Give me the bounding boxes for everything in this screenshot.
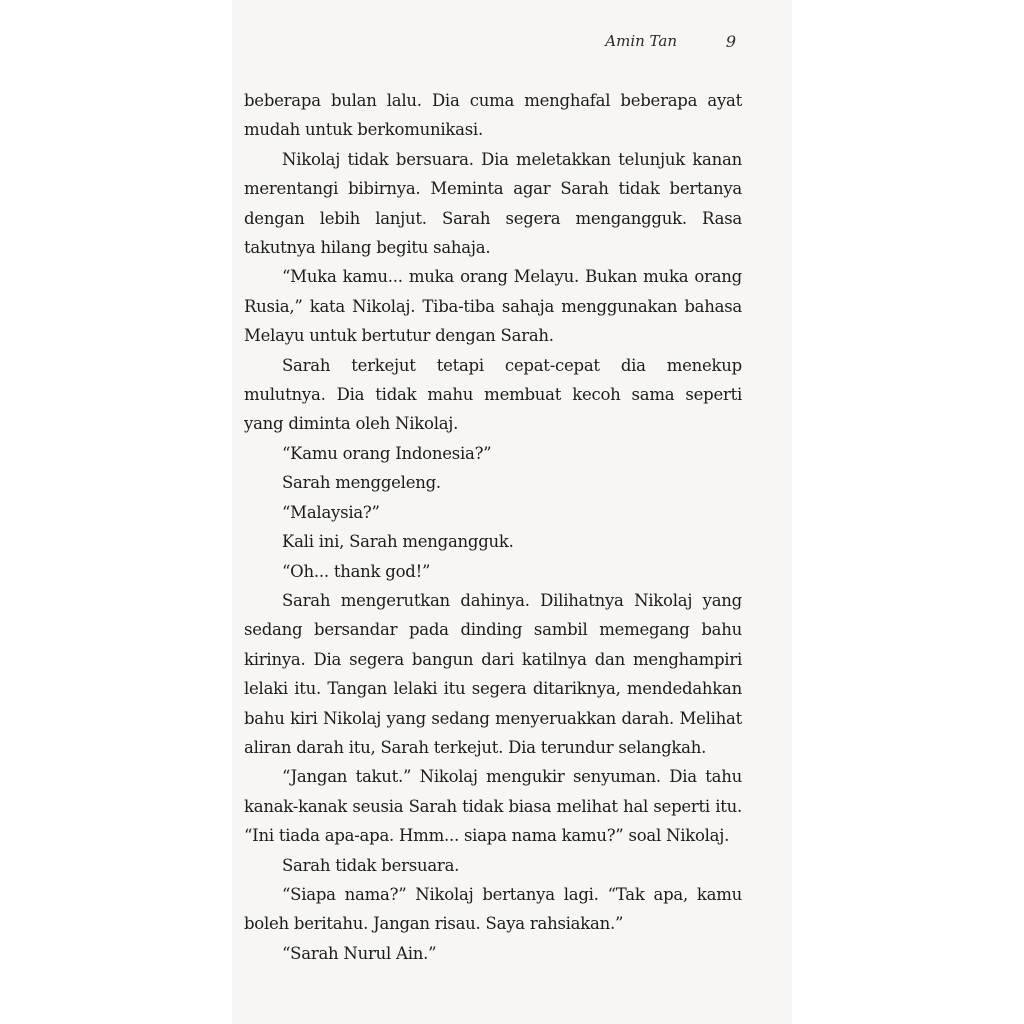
paragraph: “Jangan takut.” Nikolaj mengukir senyuman. Dia tahu kanak-kanak seusia Sarah tidak biasa melihat hal seperti itu. “Ini tiada apa-apa. Hmm... siapa nama kamu?” soal Nikolaj.: [244, 767, 742, 846]
paragraph: Nikolaj tidak bersuara. Dia meletakkan telunjuk kanan merentangi bibirnya. Meminta agar Sarah tidak bertanya dengan lebih lanjut. Sarah segera mengangguk. Rasa takutnya hilang begitu sahaja.: [244, 149, 742, 258]
paragraph: “Oh... thank god!”: [282, 561, 431, 581]
body-text: [244, 86, 742, 968]
paragraph: Kali ini, Sarah mengangguk.: [282, 532, 514, 552]
paragraph: “Kamu orang Indonesia?”: [282, 443, 492, 463]
page-header: [232, 32, 792, 56]
paragraph: Sarah terkejut tetapi cepat-cepat dia menekup mulutnya. Dia tidak mahu membuat kecoh sama seperti yang diminta oleh Nikolaj.: [244, 355, 742, 434]
paragraph: Sarah tidak bersuara.: [282, 855, 460, 875]
paragraph: “Sarah Nurul Ain.”: [282, 943, 437, 963]
paragraph: “Muka kamu... muka orang Melayu. Bukan muka orang Rusia,” kata Nikolaj. Tiba-tiba sahaja menggunakan bahasa Melayu untuk bertutur dengan Sarah.: [244, 267, 742, 346]
running-head: Amin Tan: [605, 32, 677, 50]
paragraph: Sarah menggeleng.: [282, 473, 441, 493]
paragraph: Sarah mengerutkan dahinya. Dilihatnya Nikolaj yang sedang bersandar pada dinding sambil memegang bahu kirinya. Dia segera bangun dari katilnya dan menghampiri lelaki itu. Tangan lelaki itu segera ditariknya, mendedahkan bahu kiri Nikolaj yang sedang menyeruakkan darah. Melihat aliran darah itu, Sarah terkejut. Dia terundur selangkah.: [244, 590, 742, 757]
paragraph: “Malaysia?”: [282, 502, 380, 522]
paragraph: beberapa bulan lalu. Dia cuma menghafal beberapa ayat mudah untuk berkomunikasi.: [244, 91, 742, 140]
book-page: [232, 0, 792, 1024]
page-number: 9: [725, 32, 736, 51]
paragraph: “Siapa nama?” Nikolaj bertanya lagi. “Tak apa, kamu boleh beritahu. Jangan risau. Saya rahsiakan.”: [244, 884, 742, 934]
